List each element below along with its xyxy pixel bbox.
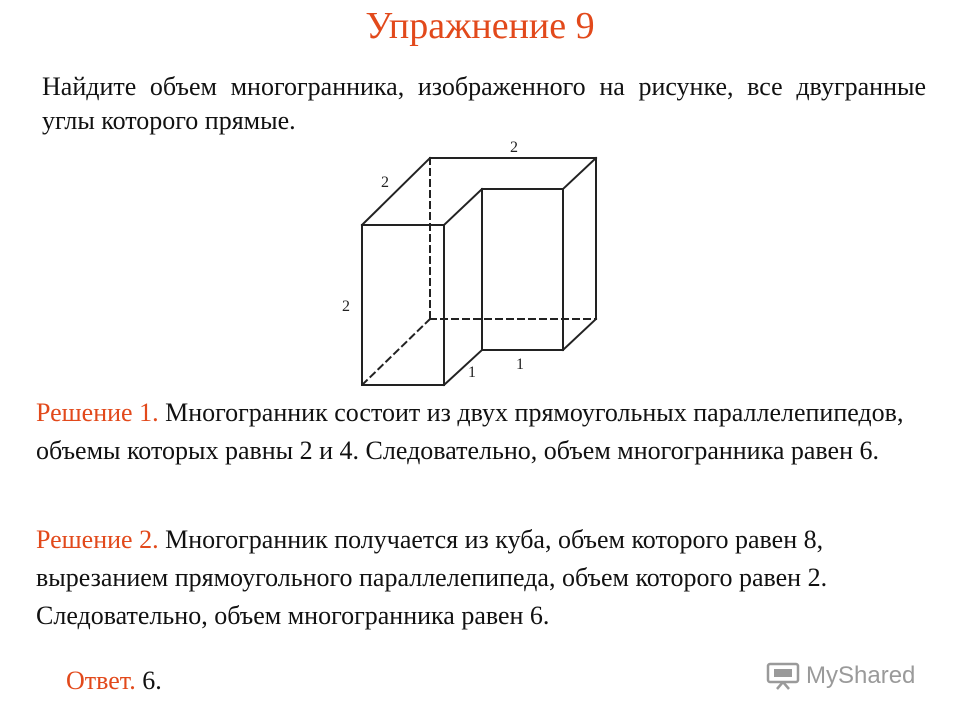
label-bottom-right: 1 [516, 356, 524, 373]
answer-value: 6. [135, 666, 162, 695]
label-top-left: 2 [381, 174, 389, 191]
label-left-height: 2 [342, 298, 350, 315]
answer [66, 666, 162, 696]
brand-watermark [766, 656, 915, 696]
solution-1 [36, 394, 926, 470]
solution-2-label: Решение 2. [36, 525, 159, 554]
answer-label: Ответ. [66, 666, 136, 695]
polyhedron-figure [330, 140, 620, 395]
brand-name: MyShared [806, 662, 916, 689]
solution-2 [36, 521, 926, 635]
task-text: Найдите объем многогранника, изображенного на рисунке, все двугранные углы которого прямые. [42, 72, 926, 135]
solution-2-text: Многогранник получается из куба, объем которого равен 8, вырезанием прямоугольного параллелепипеда, объем которого равен 2. Следовательно, объем многогранника равен 6. [36, 525, 828, 630]
solution-1-label: Решение 1. [36, 398, 159, 427]
presentation-icon [766, 661, 800, 691]
label-top-back: 2 [510, 140, 518, 156]
page-title: Упражнение 9 [365, 5, 595, 47]
label-bottom-front: 1 [468, 364, 476, 381]
solution-1-text: Многогранник состоит из двух прямоугольных параллелепипедов, объемы которых равны 2 и 4. Следовательно, объем многогранника равен 6. [36, 398, 904, 465]
